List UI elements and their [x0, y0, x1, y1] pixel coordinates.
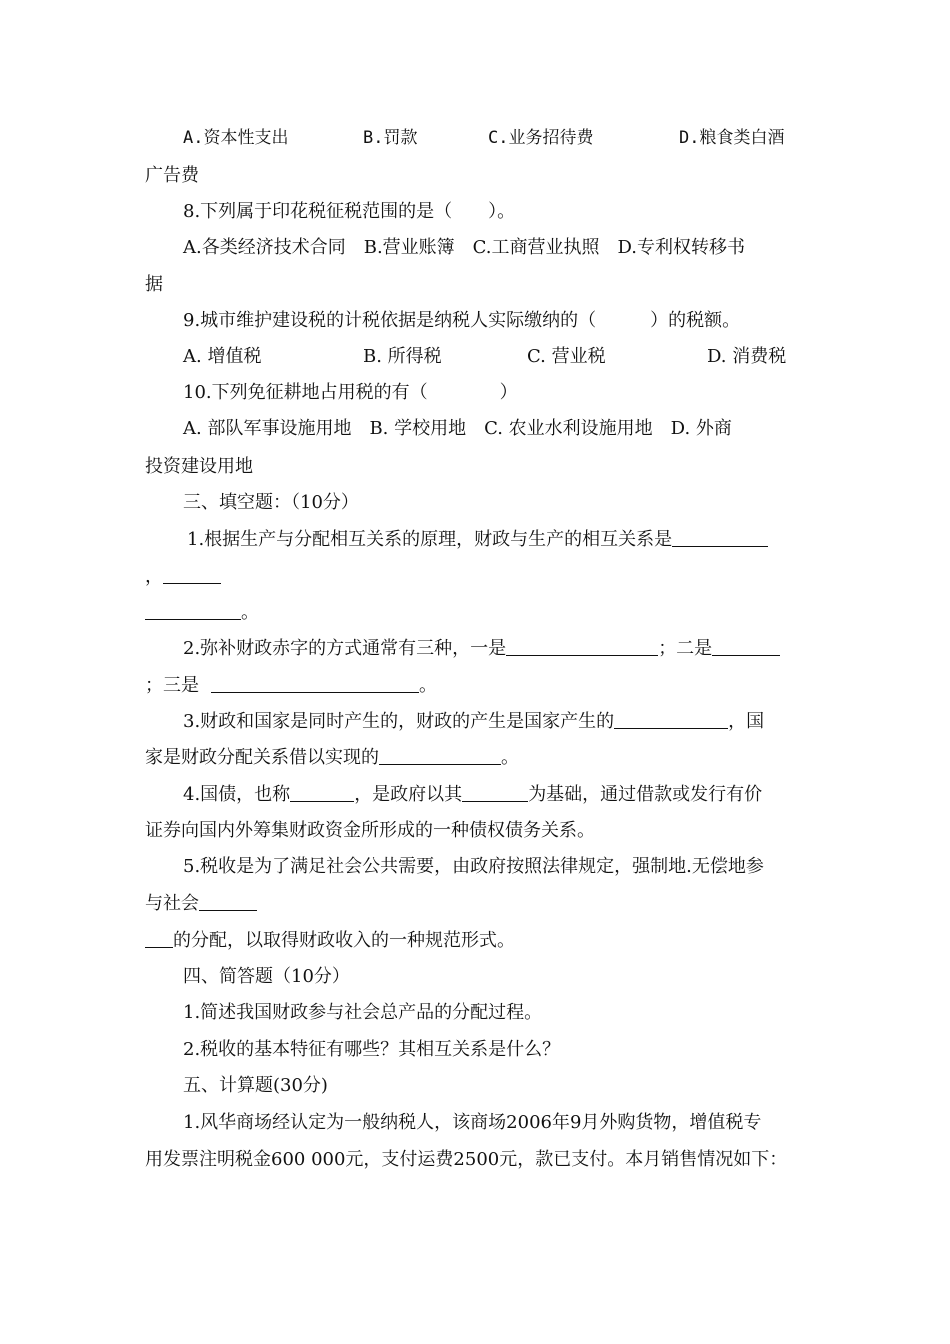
fill5-text-3: 的分配，以取得财政收入的一种规范形式。	[173, 930, 515, 951]
q9-option-c: C. 营业税	[527, 346, 606, 367]
fill4-text: 4.国债，也称	[183, 784, 291, 805]
section3-heading: 三、填空题：（10分）	[183, 492, 359, 513]
fill2-blank-2	[712, 637, 780, 656]
q7-option-a: A.资本性支出	[183, 128, 289, 148]
fill4-mid: ，是政府以其	[354, 784, 463, 805]
calc-question-1: 1.风华商场经认定为一般纳税人，该商场2006年9月外购货物，增值税专	[183, 1112, 762, 1133]
fill2-blank-3	[211, 674, 419, 693]
q8-options-continued: 据	[145, 274, 163, 295]
fill2-second: ；二是	[658, 638, 713, 659]
q7-option-d-continued: 广告费	[145, 165, 199, 186]
fill2-period: 。	[419, 675, 437, 696]
q7-option-b: B.罚款	[363, 128, 418, 148]
section4-heading: 四、简答题（10分）	[183, 966, 350, 987]
fill3-text-2: 家是财政分配关系借以实现的	[145, 747, 379, 768]
fill2-third: ；三是	[145, 675, 199, 696]
q10-stem: 10.下列免征耕地占用税的有（ ）	[183, 382, 518, 403]
fill5-text-2: 与社会	[145, 893, 199, 914]
fill1-text: 1.根据生产与分配相互关系的原理，财政与生产的相互关系是	[187, 529, 673, 550]
q8-stem: 8.下列属于印花税征税范围的是（ ）。	[183, 201, 516, 222]
q8-options: A.各类经济技术合同 B.营业账簿 C.工商营业执照 D.专利权转移书	[183, 237, 746, 258]
fill5-blank-2	[145, 929, 173, 948]
fill-question-2	[183, 637, 780, 661]
fill4-line-2: 证券向国内外筹集财政资金所形成的一种债权债务关系。	[145, 820, 595, 841]
fill1-line-3	[145, 601, 259, 625]
fill2-line-2	[145, 674, 437, 698]
fill1-comma: ，	[145, 566, 163, 587]
fill1-blank-3	[145, 601, 241, 620]
fill2-text: 2.弥补财政赤字的方式通常有三种，一是	[183, 638, 507, 659]
fill3-text: 3.财政和国家是同时产生的，财政的产生是国家产生的	[183, 711, 615, 732]
fill-question-3	[183, 710, 764, 734]
short-answer-2: 2.税收的基本特征有哪些？其相互关系是什么？	[183, 1039, 561, 1060]
q9-option-d: D. 消费税	[707, 346, 787, 367]
q10-options-continued: 投资建设用地	[145, 456, 253, 477]
calc-question-1-line-2: 用发票注明税金600 000元，支付运费2500元，款已支付。本月销售情况如下：	[145, 1149, 788, 1170]
q7-option-c: C.业务招待费	[488, 128, 594, 148]
fill-question-1	[187, 528, 768, 552]
fill4-blank-2	[462, 783, 528, 802]
section5-heading: 五、计算题(30分)	[183, 1075, 328, 1096]
fill1-blank-2	[163, 565, 221, 584]
fill3-line-2	[145, 746, 519, 770]
fill1-period: 。	[241, 602, 259, 623]
fill3-cont: ，国	[728, 711, 765, 732]
fill5-line-2	[145, 892, 257, 916]
fill5-line-3	[145, 929, 515, 953]
fill-question-4	[183, 783, 762, 807]
fill3-blank-1	[614, 710, 728, 729]
fill3-period: 。	[501, 747, 519, 768]
q9-stem: 9.城市维护建设税的计税依据是纳税人实际缴纳的（ ）的税额。	[183, 310, 741, 331]
q9-option-b: B. 所得税	[363, 346, 442, 367]
fill5-blank-1	[199, 892, 257, 911]
fill-question-5: 5.税收是为了满足社会公共需要，由政府按照法律规定，强制地.无偿地参	[183, 856, 764, 877]
q7-option-d: D.粮食类白酒	[679, 128, 785, 148]
short-answer-1: 1.简述我国财政参与社会总产品的分配过程。	[183, 1002, 543, 1023]
fill1-blank-1	[672, 528, 768, 547]
q10-options: A. 部队军事设施用地 B. 学校用地 C. 农业水利设施用地 D. 外商	[183, 418, 732, 439]
fill4-end: 为基础，通过借款或发行有价	[528, 784, 763, 805]
fill1-line-2	[145, 565, 221, 589]
fill3-blank-2	[379, 746, 501, 765]
q9-option-a: A. 增值税	[183, 346, 262, 367]
fill4-blank-1	[290, 783, 354, 802]
fill2-blank-1	[506, 637, 658, 656]
